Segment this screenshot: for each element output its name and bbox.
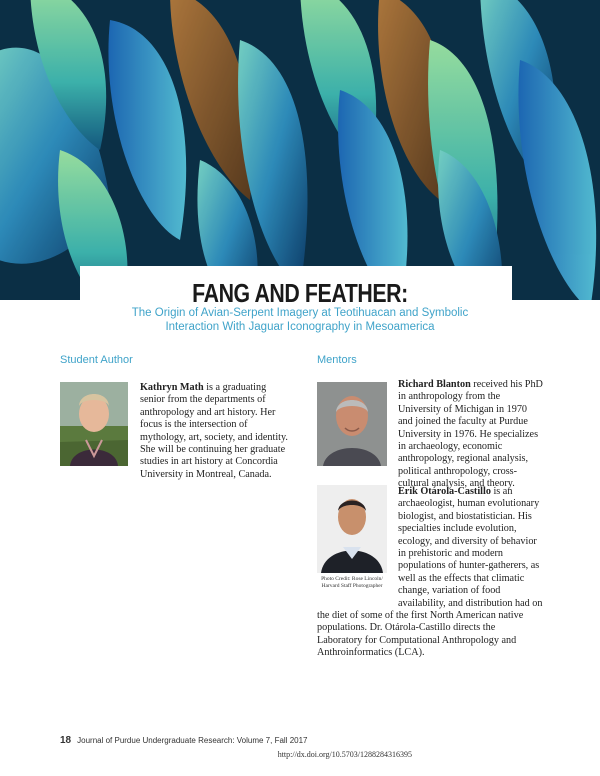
- mentor-2-bio: [317, 486, 543, 660]
- feather-hero-image: [0, 0, 600, 300]
- mentor-1-bio: [398, 379, 543, 491]
- page-number: 18: [60, 735, 72, 746]
- mentor-2-photo-credit: Photo Credit: Rose Lincoln/ Harvard Staff Photographer: [321, 576, 383, 589]
- mentors-heading: Mentors: [317, 354, 357, 366]
- mentor-2-bio-text: is an archaeologist, human evolutionary biologist, and biostatistician. His specialties include evolution, ecology, and diversity of behavior in prehistoric and modern populations of hunter-gatherers, as well as the effects that climatic change, variation of food availability, and distribution had on the diet of some of the first North American native populations. Dr. Otárola-Castillo directs the Laboratory for Computational Anthropology and Anthroinformatics (LCA).: [317, 486, 543, 659]
- doi-link[interactable]: http://dx.doi.org/10.5703/1288284316395: [277, 750, 412, 759]
- mentor-2-name: Erik Otárola-Castillo: [398, 486, 491, 497]
- student-author-bio-text: is a graduating senior from the departments of anthropology and art history. Her focus is the intersection of mythology, art, society, and identity. She will be continuing her graduate studies in art history at Concordia University in Montreal, Canada.: [140, 382, 288, 480]
- article-title: FANG AND FEATHER:: [192, 278, 408, 308]
- page-footer: [60, 735, 308, 746]
- article-subtitle: The Origin of Avian-Serpent Imagery at Teotihuacan and Symbolic Interaction With Jaguar Iconography in Mesoamerica: [131, 307, 469, 333]
- student-author-photo: [60, 382, 128, 466]
- student-author-bio: [140, 382, 292, 481]
- photo-wrap-spacer: [317, 486, 398, 602]
- student-author-heading: Student Author: [60, 354, 133, 366]
- mentor-1-photo: [317, 382, 387, 466]
- journal-citation: Journal of Purdue Undergraduate Research: Volume 7, Fall 2017: [77, 736, 308, 745]
- mentor-1-name: Richard Blanton: [398, 379, 471, 390]
- mentor-1-bio-text: received his PhD in anthropology from the University of Michigan in 1970 and joined the faculty at Purdue University in 1976. He specializes in archaeology, economic anthropology, regional analysis, political anthropology, cross-cultural analysis, and theory.: [398, 379, 543, 490]
- student-author-name: Kathryn Math: [140, 382, 204, 393]
